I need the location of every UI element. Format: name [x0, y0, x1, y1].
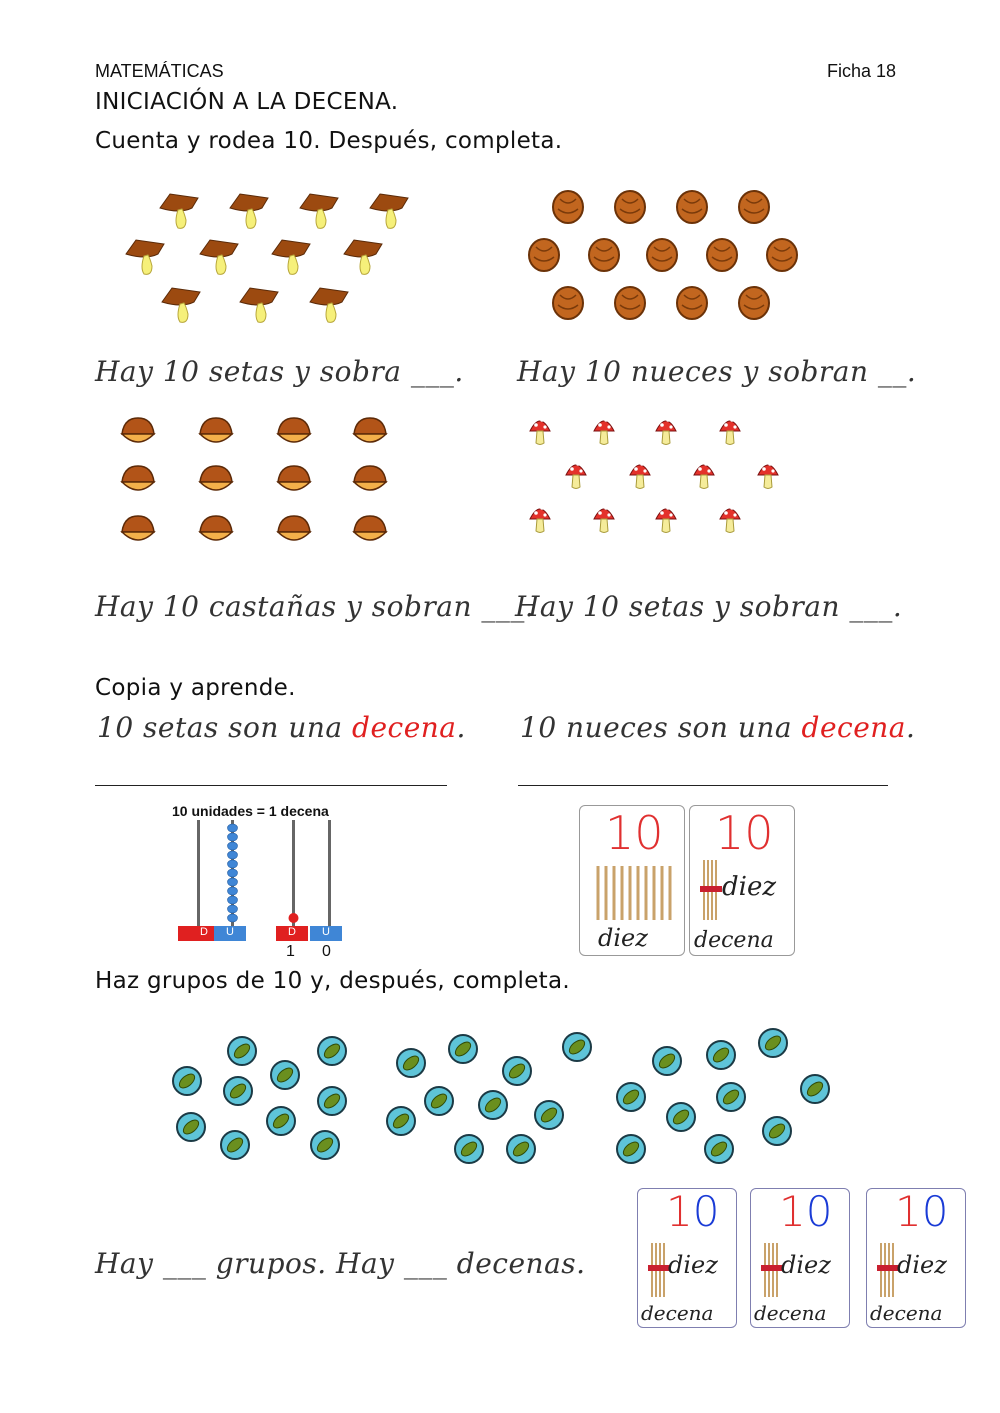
- mushroom-brown-group: [100, 180, 440, 340]
- bundle-icon: [648, 1241, 670, 1299]
- copy-left-prefix: 10 setas son una: [97, 711, 353, 744]
- marble-groups: [160, 1020, 840, 1180]
- groups-blank-1[interactable]: ___: [162, 1247, 207, 1280]
- card-number: 10: [666, 1187, 720, 1236]
- page-title: INICIACIÓN A LA DECENA.: [95, 89, 399, 115]
- sentence-walnuts: Hay 10 nueces y sobran __.: [517, 355, 917, 388]
- abacus-rod-d2: D: [288, 926, 296, 938]
- card-word: decena: [641, 1301, 714, 1325]
- copy-left-highlight: decena: [352, 711, 457, 744]
- groups-sentence: [95, 1247, 586, 1280]
- abacus-rod-u2: U: [322, 926, 330, 938]
- copy-sentence-right: [520, 711, 915, 744]
- card-decena-1: [637, 1188, 737, 1328]
- walnut-group: [520, 185, 820, 335]
- card-ten-units: [579, 805, 685, 956]
- card-number: 10: [895, 1187, 949, 1236]
- instruction-groups: Haz grupos de 10 y, después, completa.: [95, 968, 570, 994]
- card-side-word: diez: [722, 872, 777, 902]
- abacus-digit-tens: 1: [286, 943, 295, 960]
- card-word: diez: [598, 924, 648, 952]
- copy-right-period: .: [906, 711, 916, 744]
- sentence-red-mushrooms: Hay 10 setas y sobran ___.: [515, 590, 903, 623]
- card-decena-2: [750, 1188, 850, 1328]
- subject-label: MATEMÁTICAS: [95, 61, 224, 81]
- card-number: 10: [715, 806, 774, 860]
- card-number: 10: [779, 1187, 833, 1236]
- groups-blank-2[interactable]: ___: [403, 1247, 448, 1280]
- bundle-icon: [761, 1241, 783, 1299]
- abacus-rod-d1: D: [200, 926, 208, 938]
- write-line-right[interactable]: [518, 785, 888, 786]
- card-side-word: diez: [668, 1251, 718, 1279]
- card-number: 10: [605, 806, 664, 860]
- abacus-digit-units: 0: [322, 943, 331, 960]
- abacus-caption: 10 unidades = 1 decena: [172, 803, 329, 819]
- card-side-word: diez: [897, 1251, 947, 1279]
- chestnut-group: [110, 410, 400, 560]
- bundle-icon: [877, 1241, 899, 1299]
- instruction-count: Cuenta y rodea 10. Después, completa.: [95, 128, 563, 154]
- card-decena-3: [866, 1188, 966, 1328]
- card-word: decena: [870, 1301, 943, 1325]
- copy-right-highlight: decena: [801, 711, 906, 744]
- instruction-copy: Copia y aprende.: [95, 675, 296, 701]
- groups-word-decenas: decenas.: [456, 1247, 586, 1280]
- abacus-rod-u1: U: [226, 926, 234, 938]
- groups-word-hay: Hay: [95, 1247, 154, 1280]
- copy-left-period: .: [456, 711, 466, 744]
- card-one-ten: [689, 805, 795, 956]
- copy-right-prefix: 10 nueces son una: [520, 711, 802, 744]
- mushroom-red-group: [520, 405, 790, 545]
- copy-sentence-left: [97, 711, 466, 744]
- card-word: decena: [754, 1301, 827, 1325]
- card-side-word: diez: [781, 1251, 831, 1279]
- sentence-mushrooms: Hay 10 setas y sobra ___.: [95, 355, 464, 388]
- write-line-left[interactable]: [95, 785, 447, 786]
- sentence-chestnuts: Hay 10 castañas y sobran ___.: [95, 590, 535, 623]
- sticks-icon: [594, 864, 674, 924]
- sheet-number: Ficha 18: [827, 61, 897, 81]
- bundle-icon: [700, 858, 722, 922]
- groups-word-grupos: grupos. Hay: [215, 1247, 395, 1280]
- card-word: decena: [694, 928, 774, 953]
- abacus-figure: [170, 820, 360, 965]
